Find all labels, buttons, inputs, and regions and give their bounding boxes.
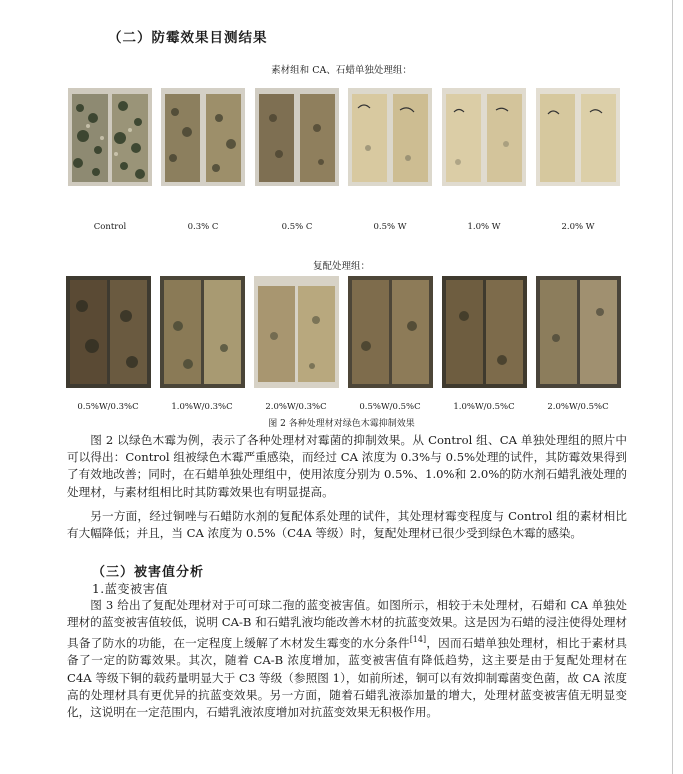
label-2.0w-0.3c: 2.0%W/0.3%C (265, 402, 327, 412)
specimen-photo-1.0w (442, 88, 526, 186)
label-control: Control (93, 222, 127, 232)
label-0.5c: 0.5% C (281, 222, 313, 232)
paragraph-mold-results: 图 2 以绿色木霉为例，表示了各种处理材对霉菌的抑制效果。从 Control 组、CA 单独处理组的照片中可以得出：Control 组被绿色木霉严重感染，而经过 CA 浓度为 0.3%与 0.5%处理的试件，其防霉效果得到了有效地改善；同时，在石蜡单独处理组中，使用浓度分别为 0.5%、1.0%和 2.0%的防水剂石蜡乳液处理的处理材，与素材组相比时其防霉效果也有明显提高。 (67, 433, 627, 499)
group2-caption: 复配处理组： (312, 261, 370, 272)
specimen-photo-1.0w-0.3c (160, 276, 245, 388)
specimen-photo-0.5w (348, 88, 432, 186)
specimen-photo-1.0w-0.5c (442, 276, 527, 388)
label-1.0w-0.3c: 1.0%W/0.3%C (171, 402, 233, 412)
figure-caption: 图 2 各种处理材对绿色木霉抑制效果 (268, 419, 415, 429)
label-2.0w-0.5c: 2.0%W/0.5%C (547, 402, 609, 412)
paragraph-blue-stain-part1: 图 3 给出了复配处理材对于可可球二孢的蓝变被害值。如图所示，相较于未处理材，石蜡和 CA 单独处理材的蓝变被害值较低，说明 CA-B 和石蜡乳液均能改善木材的抗蓝变效果。这是因为石蜡的浸注使得处理材具备了防水的功能，在一定程度上缓解了木材发生霉变的水分条件 (67, 598, 627, 651)
label-1.0w: 1.0% W (467, 222, 501, 232)
citation-ref: [14] (409, 635, 427, 645)
paragraph-blue-stain (67, 597, 627, 721)
label-0.5w-0.5c: 0.5%W/0.5%C (359, 402, 421, 412)
paragraph-blue-stain-part2: ，因而石蜡单独处理材，相比于素材具备了一定的防霉效果。其次，随着 CA-B 浓度增加，蓝变被害值有降低趋势，这主要是由于复配处理材在 C4A 等级下铜的载药量明显大于 C3 等级（参照图 1），如前所述，铜可以有效抑制霉菌变色菌，故 CA 浓度高的处理材具有更优异的抗蓝变效果。另一方面，随着石蜡乳液添加量的增大，处理材蓝变被害值无明显变化，这说明在一定范围内，石蜡乳液浓度增加对抗蓝变效果无积极作用。 (67, 636, 627, 720)
label-1.0w-0.5c: 1.0%W/0.5%C (453, 402, 515, 412)
specimen-photo-2.0w-0.5c (536, 276, 621, 388)
specimen-photo-2.0w-0.3c (254, 276, 339, 388)
label-0.5w: 0.5% W (373, 222, 407, 232)
subheading-blue-stain: 1.蓝变被害值 (92, 582, 169, 596)
label-0.5w-0.3c: 0.5%W/0.3%C (77, 402, 139, 412)
label-2.0w: 2.0% W (561, 222, 595, 232)
specimen-photo-0.3c (161, 88, 245, 186)
specimen-photo-0.5w-0.3c (66, 276, 151, 388)
specimen-photo-0.5c (255, 88, 339, 186)
paragraph-compound-treatment: 另一方面，经过铜唑与石蜡防水剂的复配体系处理的试件，其处理材霉变程度与 Control 组的素材相比有大幅降低；并且，当 CA 浓度为 0.5%（C4A 等级）时，复配处理材已很少受到绿色木霉的感染。 (67, 509, 627, 541)
label-0.3c: 0.3% C (187, 222, 219, 232)
page-edge-line (672, 0, 673, 774)
specimen-photo-2.0w (536, 88, 620, 186)
section-heading-mold: （二）防霉效果目测结果 (108, 30, 268, 46)
group1-caption: 素材组和 CA、石蜡单独处理组： (271, 65, 412, 76)
section-heading-damage: （三）被害值分析 (92, 565, 205, 580)
specimen-photo-control (68, 88, 152, 186)
specimen-photo-0.5w-0.5c (348, 276, 433, 388)
